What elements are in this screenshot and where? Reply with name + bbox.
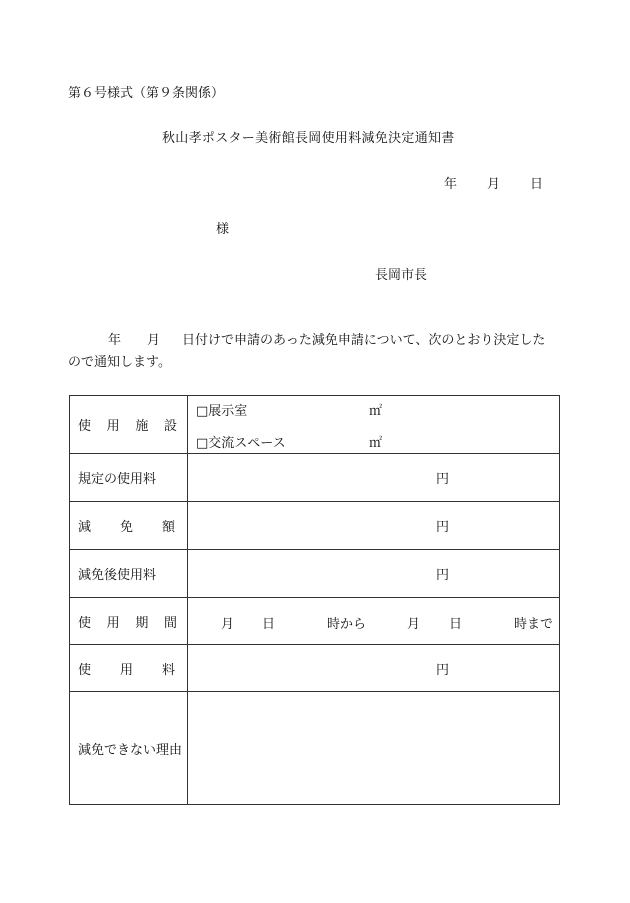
facility-label: 使 用 施 設 bbox=[70, 396, 188, 454]
checkbox-icon[interactable]: □ bbox=[196, 404, 209, 419]
date-day: 日 bbox=[530, 177, 544, 192]
standard-fee-value[interactable] bbox=[188, 454, 560, 502]
end-month: 月 bbox=[407, 617, 421, 632]
body-text: 日付けで申請のあった減免申請について、次のとおり決定したので通知します。 bbox=[68, 333, 546, 370]
period-label: 使 用 期 間 bbox=[70, 598, 188, 645]
row-facility bbox=[70, 396, 560, 454]
yen-unit: 円 bbox=[436, 520, 450, 535]
notice-body bbox=[68, 330, 558, 374]
end-day: 日 bbox=[449, 617, 463, 632]
row-standard-fee bbox=[70, 454, 560, 502]
decision-table bbox=[69, 395, 560, 805]
fee-label: 使 用 料 bbox=[70, 645, 188, 692]
reduction-label: 減 免 額 bbox=[70, 502, 188, 550]
row-reduction bbox=[70, 502, 560, 550]
start-month: 月 bbox=[221, 617, 235, 632]
area-unit: ㎡ bbox=[369, 436, 383, 451]
body-month: 月 bbox=[147, 333, 161, 348]
start-day: 日 bbox=[262, 617, 276, 632]
facility-options bbox=[188, 396, 560, 454]
facility-name: 交流スペース bbox=[208, 436, 286, 451]
reason-value[interactable] bbox=[188, 692, 560, 805]
after-fee-label: 減免後使用料 bbox=[70, 550, 188, 598]
area-unit: ㎡ bbox=[369, 404, 383, 419]
row-fee bbox=[70, 645, 560, 692]
date-month: 月 bbox=[487, 177, 501, 192]
yen-unit: 円 bbox=[436, 662, 450, 678]
date-year: 年 bbox=[444, 177, 458, 192]
form-number: 第６号様式（第９条関係） bbox=[68, 86, 225, 101]
row-period bbox=[70, 598, 560, 645]
facility-name: 展示室 bbox=[208, 404, 248, 419]
addressee-suffix: 様 bbox=[216, 222, 230, 237]
yen-unit: 円 bbox=[436, 568, 450, 583]
reason-label: 減免できない理由 bbox=[70, 692, 188, 805]
standard-fee-label: 規定の使用料 bbox=[70, 454, 188, 502]
facility-option-exchange-space[interactable] bbox=[196, 432, 286, 451]
facility-option-exhibition[interactable] bbox=[196, 400, 247, 419]
fee-value[interactable] bbox=[188, 645, 560, 692]
checkbox-icon[interactable]: □ bbox=[196, 436, 209, 451]
row-after-fee bbox=[70, 550, 560, 598]
end-time: 時まで bbox=[514, 617, 554, 632]
issuer-name: 長岡市長 bbox=[375, 268, 428, 283]
reduction-value[interactable] bbox=[188, 502, 560, 550]
body-year: 年 bbox=[108, 333, 122, 348]
row-reason bbox=[70, 692, 560, 805]
notice-date bbox=[444, 173, 543, 192]
start-time: 時から bbox=[327, 617, 367, 632]
after-fee-value[interactable] bbox=[188, 550, 560, 598]
period-value[interactable] bbox=[188, 598, 560, 645]
document-title: 秋山孝ポスター美術館長岡使用料減免決定通知書 bbox=[162, 131, 455, 146]
yen-unit: 円 bbox=[436, 472, 450, 487]
